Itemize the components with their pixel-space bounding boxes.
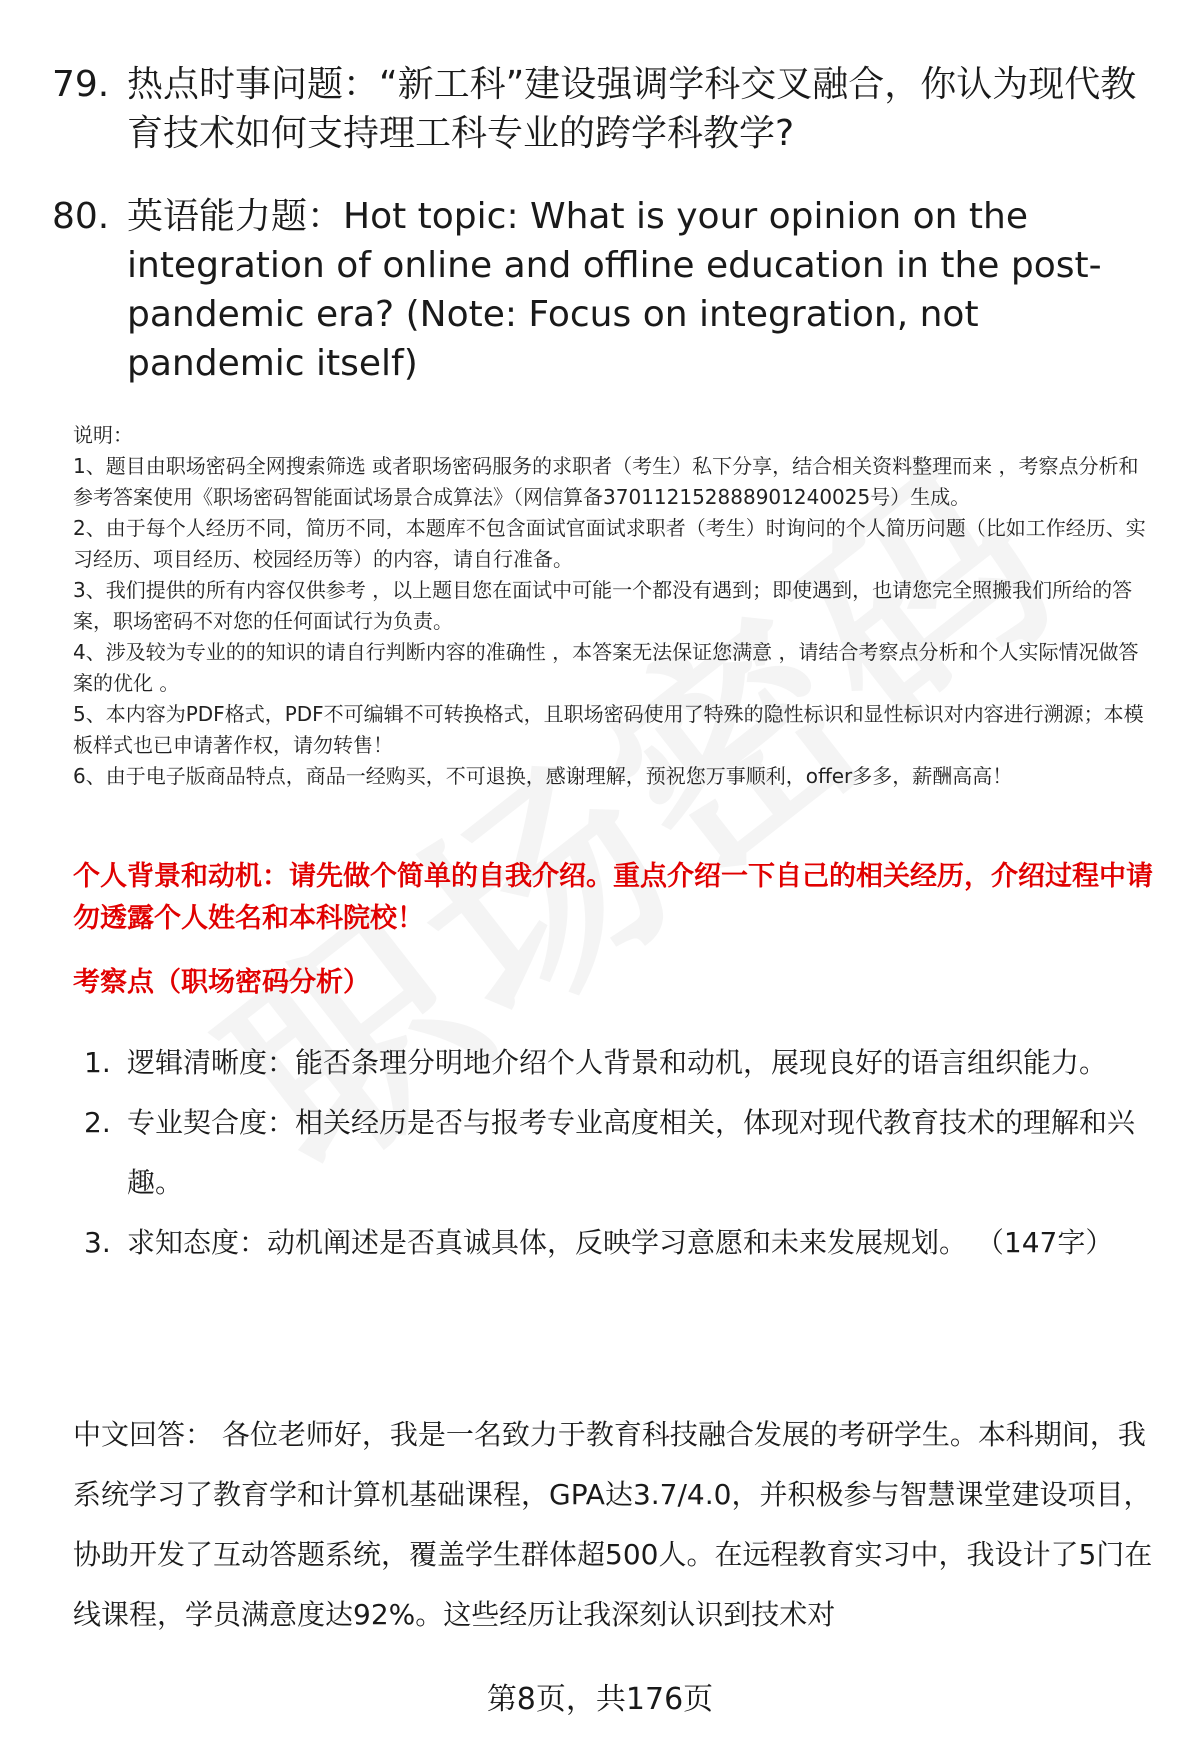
list-item-number: 3.: [84, 1226, 111, 1259]
note-item: 5、本内容为PDF格式，PDF不可编辑不可转换格式，且职场密码使用了特殊的隐性标识和显性标识对内容进行溯源；本模板样式也已申请著作权，请勿转售！: [73, 702, 1144, 757]
question-number: 79.: [52, 64, 110, 105]
note-item: 6、由于电子版商品特点，商品一经购买，不可退换，感谢理解，预祝您万事顺利，offer多多，薪酬高高！: [73, 764, 1013, 788]
assessment-points-list: [84, 1033, 1144, 1273]
chinese-answer: 中文回答： 各位老师好，我是一名致力于教育科技融合发展的考研学生。本科期间，我系统学习了教育学和计算机基础课程，GPA达3.7/4.0，并积极参与智慧课堂建设项目，协助开发了互动答题系统，覆盖学生群体超500人。在远程教育实习中，我设计了5门在线课程，学员满意度达92%。这些经历让我深刻认识到技术对: [73, 1418, 1153, 1631]
notes-section: [73, 420, 1158, 792]
list-item-text: 逻辑清晰度：能否条理分明地介绍个人背景和动机，展现良好的语言组织能力。: [127, 1046, 1108, 1079]
list-item: [84, 1033, 1144, 1093]
question-number: 80.: [52, 196, 110, 237]
motivation-heading: 个人背景和动机：请先做个简单的自我介绍。重点介绍一下自己的相关经历，介绍过程中请勿透露个人姓名和本科院校！: [73, 861, 1153, 934]
list-item-number: 1.: [84, 1046, 111, 1079]
question-text: 英语能力题：Hot topic: What is your opinion on the integration of online and offline education in the post-pandemic era? (Note: Focus on integration, not pandemic itself): [127, 196, 1102, 384]
list-item-text: 专业契合度：相关经历是否与报考专业高度相关，体现对现代教育技术的理解和兴趣。: [127, 1106, 1136, 1199]
question-79: [52, 60, 1162, 158]
list-item: [84, 1213, 1144, 1273]
question-text: 热点时事问题：“新工科”建设强调学科交叉融合，你认为现代教育技术如何支持理工科专业的跨学科教学?: [127, 64, 1137, 154]
page-footer: 第8页，共176页: [486, 1682, 714, 1717]
question-80: [52, 192, 1162, 388]
notes-title: 说明：: [73, 423, 133, 447]
note-item: 2、由于每个人经历不同，简历不同，本题库不包含面试官面试求职者（考生）时询问的个人简历问题（比如工作经历、实习经历、项目经历、校园经历等）的内容，请自行准备。: [73, 516, 1146, 571]
note-item: 4、涉及较为专业的的知识的请自行判断内容的准确性 ，本答案无法保证您满意 ，请结合考察点分析和个人实际情况做答案的优化 。: [73, 640, 1139, 695]
list-item-number: 2.: [84, 1106, 111, 1139]
list-item: [84, 1093, 1144, 1213]
list-item-text: 求知态度：动机阐述是否真诚具体，反映学习意愿和未来发展规划。 （147字）: [127, 1226, 1114, 1259]
note-item: 3、我们提供的所有内容仅供参考 ，以上题目您在面试中可能一个都没有遇到；即使遇到，也请您完全照搬我们所给的答案，职场密码不对您的任何面试行为负责。: [73, 578, 1133, 633]
assessment-points-heading: 考察点（职场密码分析）: [73, 967, 370, 998]
note-item: 1、题目由职场密码全网搜索筛选 或者职场密码服务的求职者（考生）私下分享，结合相关资料整理而来 ，考察点分析和参考答案使用《职场密码智能面试场景合成算法》（网信算备370112152888901240025号）生成。: [73, 454, 1139, 509]
